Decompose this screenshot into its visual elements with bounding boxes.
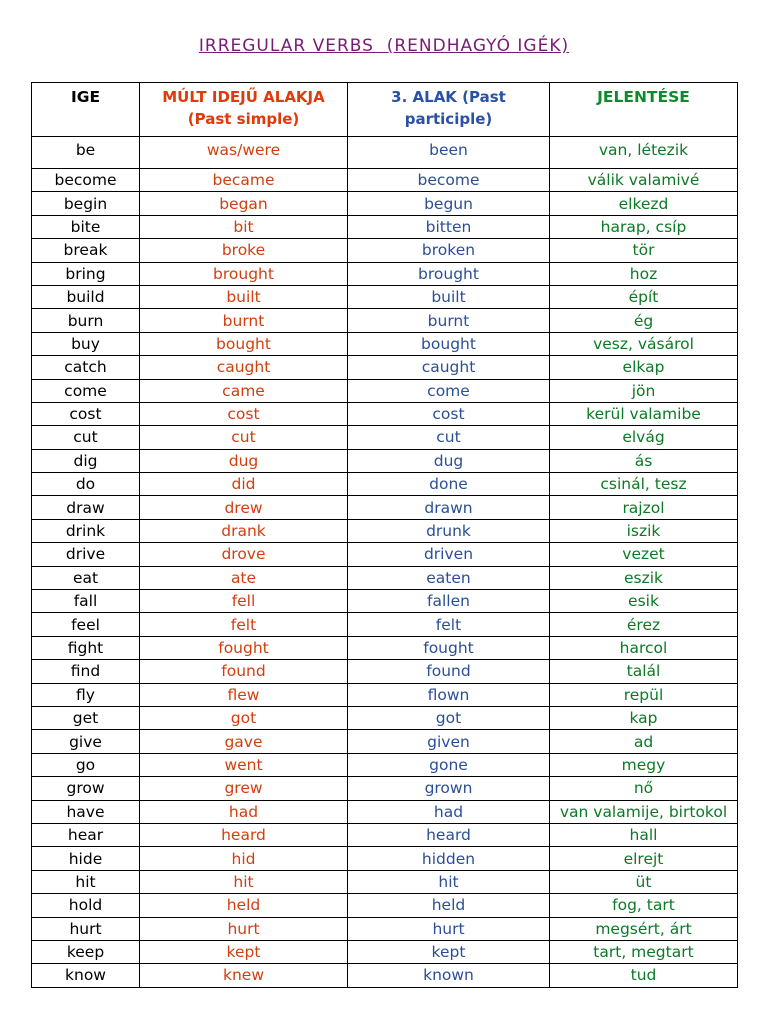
verb-past-participle: brought (348, 262, 550, 285)
title-text: IRREGULAR VERBS (RENDHAGYÓ IGÉK) (198, 36, 570, 56)
page-title (0, 36, 768, 56)
verb-past-participle: bitten (348, 215, 550, 238)
table-row (32, 192, 738, 215)
table-row (32, 566, 738, 589)
verb-past-simple: drew (140, 496, 348, 519)
verb-past-simple: did (140, 473, 348, 496)
verb-base-form: build (32, 285, 140, 308)
verb-past-simple: gave (140, 730, 348, 753)
verb-meaning: talál (550, 660, 738, 683)
verb-past-participle: driven (348, 543, 550, 566)
table-row (32, 402, 738, 425)
verb-base-form: begin (32, 192, 140, 215)
verb-base-form: be (32, 137, 140, 169)
table-row (32, 613, 738, 636)
verb-past-participle: held (348, 894, 550, 917)
verb-past-simple: drank (140, 519, 348, 542)
verb-past-simple: broke (140, 239, 348, 262)
verb-past-participle: hurt (348, 917, 550, 940)
header-past-simple (140, 83, 348, 137)
verb-past-simple: came (140, 379, 348, 402)
verb-base-form: know (32, 964, 140, 987)
verb-past-participle: given (348, 730, 550, 753)
verb-past-participle: burnt (348, 309, 550, 332)
table-row (32, 777, 738, 800)
verb-meaning: van, létezik (550, 137, 738, 169)
verb-past-simple: kept (140, 940, 348, 963)
verb-meaning: megy (550, 753, 738, 776)
verb-past-participle: fallen (348, 590, 550, 613)
verb-base-form: hide (32, 847, 140, 870)
verb-meaning: ég (550, 309, 738, 332)
verb-base-form: find (32, 660, 140, 683)
verb-meaning: tör (550, 239, 738, 262)
header-ige (32, 83, 140, 137)
table-row (32, 239, 738, 262)
verb-meaning: elkezd (550, 192, 738, 215)
verb-past-simple: became (140, 169, 348, 192)
verb-meaning: vezet (550, 543, 738, 566)
verb-meaning: vesz, vásárol (550, 332, 738, 355)
header-participle-line2: participle) (404, 110, 493, 128)
verb-past-participle: been (348, 137, 550, 169)
table-row (32, 262, 738, 285)
table-row (32, 169, 738, 192)
verb-past-participle: bought (348, 332, 550, 355)
verb-base-form: feel (32, 613, 140, 636)
verb-past-participle: fought (348, 636, 550, 659)
verb-meaning: épít (550, 285, 738, 308)
table-row (32, 309, 738, 332)
verb-past-participle: cut (348, 426, 550, 449)
table-header-row (32, 83, 738, 137)
verb-past-participle: eaten (348, 566, 550, 589)
verb-base-form: do (32, 473, 140, 496)
verb-base-form: fly (32, 683, 140, 706)
verb-past-simple: built (140, 285, 348, 308)
table-row (32, 940, 738, 963)
table-row (32, 496, 738, 519)
verb-meaning: hall (550, 823, 738, 846)
table-row (32, 379, 738, 402)
verb-past-participle: built (348, 285, 550, 308)
verb-past-participle: kept (348, 940, 550, 963)
verb-past-participle: done (348, 473, 550, 496)
verb-meaning: üt (550, 870, 738, 893)
verb-past-simple: fell (140, 590, 348, 613)
verb-base-form: hit (32, 870, 140, 893)
verb-past-simple: flew (140, 683, 348, 706)
verb-base-form: grow (32, 777, 140, 800)
verb-meaning: csinál, tesz (550, 473, 738, 496)
table-row (32, 964, 738, 987)
verb-past-simple: bit (140, 215, 348, 238)
verb-base-form: cut (32, 426, 140, 449)
verb-base-form: dig (32, 449, 140, 472)
verb-meaning: tud (550, 964, 738, 987)
header-past-simple-line1: MÚLT IDEJŰ ALAKJA (162, 88, 325, 106)
header-participle-number: 3. (391, 88, 408, 106)
verb-past-participle: broken (348, 239, 550, 262)
verb-past-participle: hidden (348, 847, 550, 870)
verb-meaning: elrejt (550, 847, 738, 870)
verb-meaning: elvág (550, 426, 738, 449)
verb-base-form: cost (32, 402, 140, 425)
verb-rows (32, 137, 738, 988)
table-row (32, 285, 738, 308)
verb-meaning: iszik (550, 519, 738, 542)
table-row (32, 543, 738, 566)
verb-base-form: come (32, 379, 140, 402)
verb-past-simple: caught (140, 356, 348, 379)
verb-past-participle: heard (348, 823, 550, 846)
verb-past-simple: was/were (140, 137, 348, 169)
header-meaning (550, 83, 738, 137)
verb-meaning: ás (550, 449, 738, 472)
verb-base-form: eat (32, 566, 140, 589)
irregular-verbs-table (31, 82, 738, 988)
verb-base-form: buy (32, 332, 140, 355)
verb-meaning: kerül valamibe (550, 402, 738, 425)
verb-past-participle: dug (348, 449, 550, 472)
table-row (32, 590, 738, 613)
verb-base-form: hurt (32, 917, 140, 940)
verb-past-simple: felt (140, 613, 348, 636)
verb-past-simple: found (140, 660, 348, 683)
verb-past-participle: found (348, 660, 550, 683)
verb-base-form: draw (32, 496, 140, 519)
verb-past-simple: hid (140, 847, 348, 870)
verb-past-participle: gone (348, 753, 550, 776)
table-row (32, 730, 738, 753)
verb-past-simple: fought (140, 636, 348, 659)
verb-base-form: have (32, 800, 140, 823)
verb-base-form: hold (32, 894, 140, 917)
table-row (32, 636, 738, 659)
verb-past-participle: cost (348, 402, 550, 425)
verb-base-form: fight (32, 636, 140, 659)
verb-base-form: give (32, 730, 140, 753)
verb-meaning: rajzol (550, 496, 738, 519)
verb-meaning: esik (550, 590, 738, 613)
verb-past-simple: hit (140, 870, 348, 893)
table-row (32, 753, 738, 776)
verb-past-simple: ate (140, 566, 348, 589)
verb-meaning: ad (550, 730, 738, 753)
table-row (32, 473, 738, 496)
verb-past-simple: heard (140, 823, 348, 846)
verb-base-form: bring (32, 262, 140, 285)
verb-meaning: kap (550, 706, 738, 729)
verb-base-form: burn (32, 309, 140, 332)
verb-meaning: elkap (550, 356, 738, 379)
verb-past-simple: grew (140, 777, 348, 800)
verb-past-simple: bought (140, 332, 348, 355)
verb-base-form: become (32, 169, 140, 192)
verb-meaning: tart, megtart (550, 940, 738, 963)
header-participle-line1: ALAK (Past (407, 88, 506, 106)
verb-past-simple: held (140, 894, 348, 917)
table-row (32, 519, 738, 542)
table-row (32, 823, 738, 846)
verb-meaning: van valamije, birtokol (550, 800, 738, 823)
verb-past-simple: got (140, 706, 348, 729)
table-row (32, 215, 738, 238)
table-row (32, 356, 738, 379)
verb-base-form: break (32, 239, 140, 262)
verb-meaning: harcol (550, 636, 738, 659)
verb-past-participle: known (348, 964, 550, 987)
verb-past-simple: went (140, 753, 348, 776)
header-ige-label: IGE (70, 88, 101, 106)
verb-meaning: harap, csíp (550, 215, 738, 238)
verb-past-participle: had (348, 800, 550, 823)
table-row (32, 426, 738, 449)
verb-meaning: megsért, árt (550, 917, 738, 940)
verb-past-simple: brought (140, 262, 348, 285)
verb-past-participle: caught (348, 356, 550, 379)
verb-meaning: érez (550, 613, 738, 636)
verb-past-participle: hit (348, 870, 550, 893)
verb-past-simple: dug (140, 449, 348, 472)
table-row (32, 870, 738, 893)
verb-base-form: keep (32, 940, 140, 963)
table-row (32, 706, 738, 729)
table-row (32, 847, 738, 870)
verb-past-participle: drunk (348, 519, 550, 542)
verb-past-participle: come (348, 379, 550, 402)
table-row (32, 137, 738, 169)
verb-meaning: eszik (550, 566, 738, 589)
verb-past-participle: begun (348, 192, 550, 215)
verb-past-participle: become (348, 169, 550, 192)
verb-meaning: jön (550, 379, 738, 402)
verb-meaning: válik valamivé (550, 169, 738, 192)
verb-past-simple: hurt (140, 917, 348, 940)
verb-base-form: fall (32, 590, 140, 613)
verb-past-simple: drove (140, 543, 348, 566)
verb-meaning: nő (550, 777, 738, 800)
verb-base-form: go (32, 753, 140, 776)
verb-base-form: bite (32, 215, 140, 238)
table-row (32, 800, 738, 823)
verb-past-simple: knew (140, 964, 348, 987)
verb-past-participle: felt (348, 613, 550, 636)
verb-past-simple: began (140, 192, 348, 215)
header-meaning-label: JELENTÉSE (597, 88, 690, 106)
verb-meaning: hoz (550, 262, 738, 285)
verb-meaning: repül (550, 683, 738, 706)
header-past-simple-line2: (Past simple) (187, 110, 300, 128)
verb-base-form: drive (32, 543, 140, 566)
table-row (32, 917, 738, 940)
verb-past-participle: drawn (348, 496, 550, 519)
verb-past-participle: flown (348, 683, 550, 706)
table-row (32, 660, 738, 683)
verb-past-simple: had (140, 800, 348, 823)
verb-base-form: get (32, 706, 140, 729)
table-row (32, 683, 738, 706)
verb-base-form: drink (32, 519, 140, 542)
header-past-participle (348, 83, 550, 137)
table-row (32, 894, 738, 917)
verb-past-simple: cost (140, 402, 348, 425)
verb-past-participle: grown (348, 777, 550, 800)
verb-past-simple: cut (140, 426, 348, 449)
verb-meaning: fog, tart (550, 894, 738, 917)
verb-base-form: hear (32, 823, 140, 846)
table-row (32, 449, 738, 472)
verb-past-simple: burnt (140, 309, 348, 332)
table-row (32, 332, 738, 355)
verb-base-form: catch (32, 356, 140, 379)
verb-past-participle: got (348, 706, 550, 729)
